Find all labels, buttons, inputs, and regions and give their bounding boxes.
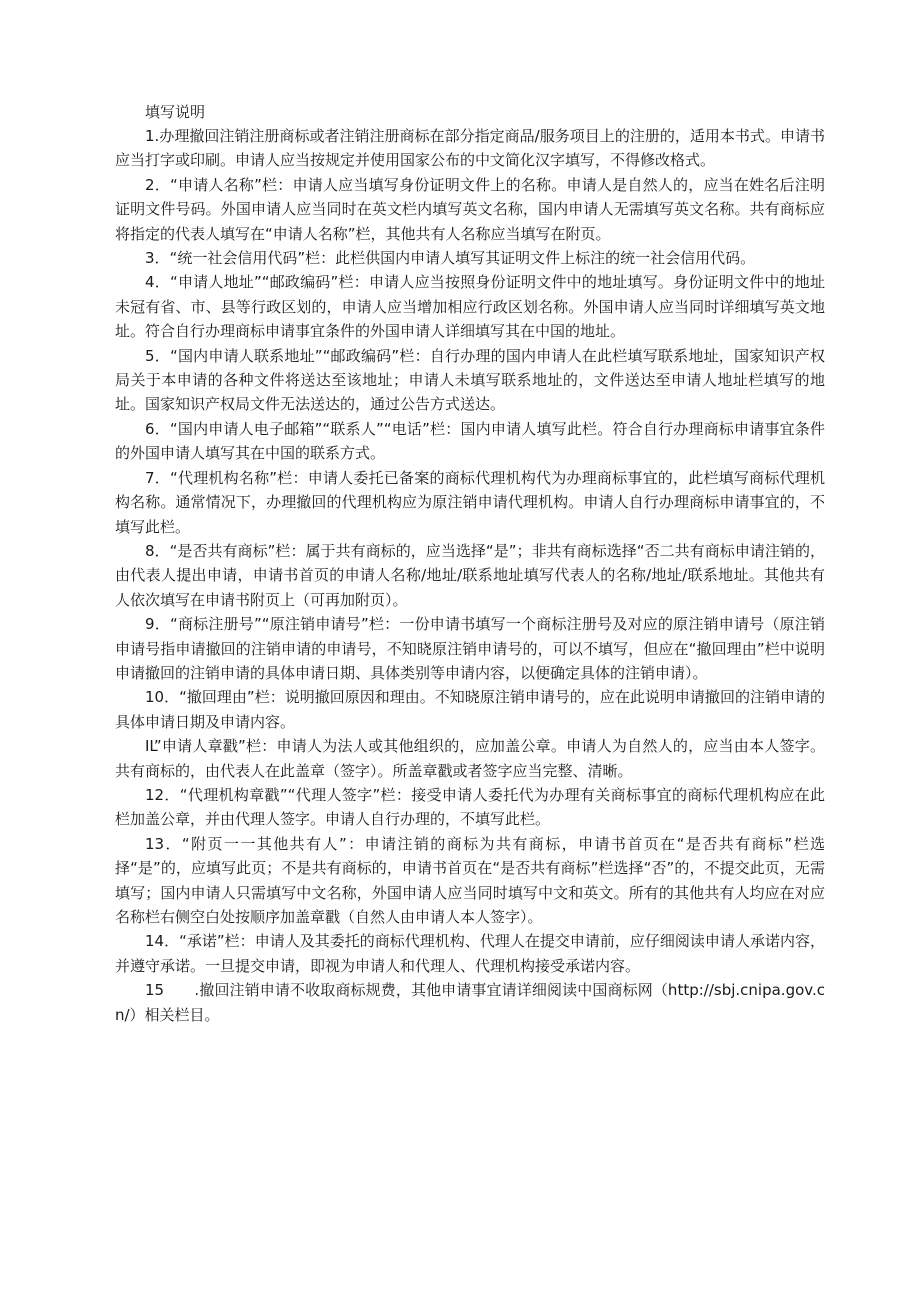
instruction-paragraph-4: 4．“申请人地址”“邮政编码”栏：申请人应当按照身份证明文件中的地址填写。身份证明文件中的地址未冠有省、市、县等行政区划的，申请人应当增加相应行政区划名称。外国申请人应当同时详细填写英文地址。符合自行办理商标申请事宜条件的外国申请人详细填写其在中国的地址。: [115, 273, 825, 341]
instruction-paragraph-1: 1.办理撤回注销注册商标或者注销注册商标在部分指定商品/服务项目上的注册的，适用本书式。申请书应当打字或印刷。申请人应当按规定并使用国家公布的中文简化汉字填写，不得修改格式。: [115, 127, 825, 170]
instruction-paragraph-14: 14．“承诺”栏：申请人及其委托的商标代理机构、代理人在提交申请前，应仔细阅读申请人承诺内容，并遵守承诺。一旦提交申请，即视为申请人和代理人、代理机构接受承诺内容。: [115, 932, 825, 975]
instruction-paragraph-9: 9．“商标注册号”“原注销申请号”栏：一份申请书填写一个商标注册号及对应的原注销申请号（原注销申请号指申请撤回的注销申请的申请号，不知晓原注销申请号的，可以不填写，但应在“撤回理由”栏中说明申请撤回的注销申请的具体申请日期、具体类别等申请内容，以便确定具体的注销申请）。: [115, 615, 825, 682]
instruction-paragraph-2: 2．“申请人名称”栏：申请人应当填写身份证明文件上的名称。申请人是自然人的，应当在姓名后注明证明文件号码。外国申请人应当同时在英文栏内填写英文名称，国内申请人无需填写英文名称。共有商标应将指定的代表人填写在“申请人名称”栏，其他共有人名称应当填写在附页。: [115, 175, 825, 243]
instruction-paragraph-11: IL”申请人章戳”栏：申请人为法人或其他组织的，应加盖公章。申请人为自然人的，应当由本人签字。共有商标的，由代表人在此盖章（签字）。所盖章戳或者签字应当完整、清晰。: [115, 737, 825, 780]
instruction-paragraph-15: 15 .撤回注销申请不收取商标规费，其他申请事宜请详细阅读中国商标网（http://sbj.cnipa.gov.cn/）相关栏目。: [115, 981, 825, 1024]
instruction-paragraph-7: 7．“代理机构名称”栏：申请人委托已备案的商标代理机构代为办理商标事宜的，此栏填写商标代理机构名称。通常情况下，办理撤回的代理机构应为原注销申请代理机构。申请人自行办理商标申请事宜的，不填写此栏。: [115, 468, 825, 536]
instruction-paragraph-3: 3．“统一社会信用代码”栏：此栏供国内申请人填写其证明文件上标注的统一社会信用代码。: [145, 249, 756, 268]
instruction-paragraph-5: 5．“国内申请人联系地址”“邮政编码”栏：自行办理的国内申请人在此栏填写联系地址，国家知识产权局关于本申请的各种文件将送达至该地址；申请人未填写联系地址的，文件送达至申请人地址栏填写的地址。国家知识产权局文件无法送达的，通过公告方式送达。: [115, 346, 825, 414]
instructions-body: [115, 124, 825, 1027]
instruction-paragraph-12: 12．“代理机构章戳”“代理人签字”栏：接受申请人委托代为办理有关商标事宜的商标代理机构应在此栏加盖公章，并由代理人签字。申请人自行办理的，不填写此栏。: [115, 785, 825, 829]
instruction-paragraph-13: 13．“附页一一其他共有人”：申请注销的商标为共有商标，申请书首页在“是否共有商标”栏选择“是”的，应填写此页；不是共有商标的，申请书首页在“是否共有商标”栏选择“否”的，不提交此页，无需填写；国内申请人只需填写中文名称，外国申请人应当同时填写中文和英文。所有的其他共有人均应在对应名称栏右侧空白处按顺序加盖章戳（自然人由申请人本人签字）。: [115, 834, 825, 926]
instruction-paragraph-8: 8．“是否共有商标”栏：属于共有商标的，应当选择“是”；非共有商标选择“否二共有商标申请注销的，由代表人提出申请，申请书首页的申请人名称/地址/联系地址填写代表人的名称/地址/联系地址。其他共有人依次填写在申请书附页上（可再加附页）。: [115, 541, 825, 609]
document-title: 填写说明: [145, 103, 206, 121]
instruction-paragraph-10: 10．“撤回理由”栏：说明撤回原因和理由。不知晓原注销申请号的，应在此说明申请撤回的注销申请的具体申请日期及申请内容。: [115, 688, 825, 731]
instruction-paragraph-6: 6．“国内申请人电子邮箱”“联系人”“电话”栏：国内申请人填写此栏。符合自行办理商标申请事宜条件的外国申请人填写其在中国的联系方式。: [115, 419, 825, 463]
